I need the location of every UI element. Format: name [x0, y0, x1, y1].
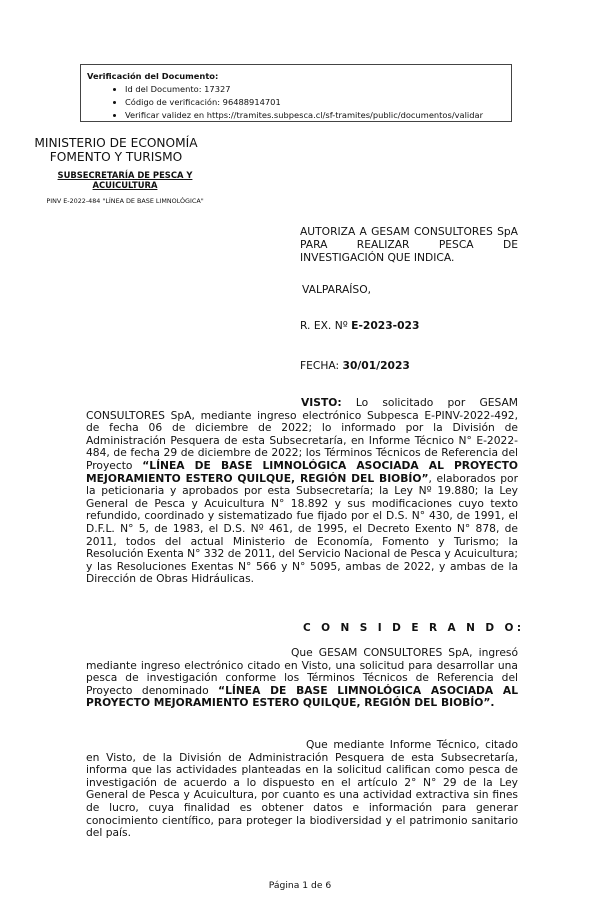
considerando-paragraph-1 [86, 647, 518, 710]
verification-id: • Id del Documento: 17327 [125, 83, 505, 96]
verification-code: • Código de verificación: 96488914701 [125, 96, 505, 109]
verification-title: Verificación del Documento: [87, 71, 219, 81]
considerando-1-project: “LÍNEA DE BASE LIMNOLÓGICA ASOCIADA AL PROYECTO MEJORAMIENTO ESTERO QUILQUE, REGIÓN DEL BIOBÍO”. [86, 683, 518, 710]
visto-text-b: , elaborados por la peticionaria y aprobados por esta Subsecretaría; la Ley Nº 19.880; la Ley General de Pesca y Acuicultura N° 18.892 y sus modificaciones cuyo texto refundido, coordinado y sistematizado fue fijado por el D.S. N° 430, de 1991, el D.F.L. N° 5, de 1983, el D.S. Nº 461, de 1995, el Decreto Exento N° 878, de 2011, todos del actual Ministerio de Economía, Fomento y Turismo; la Resolución Exenta N° 332 de 2011, del Servicio Nacional de Pesca y Acuicultura; y las Resoluciones Exentas N° 566 y N° 5095, ambas de 2022, y ambas de la Dirección de Obras Hidráulicas. [86, 471, 518, 586]
verification-url[interactable]: • Verificar validez en https://tramites.subpesca.cl/sf-tramites/public/documentos/validar [125, 109, 505, 122]
resolution-summary: AUTORIZA A GESAM CONSULTORES SpA PARA REALIZAR PESCA DE INVESTIGACIÓN QUE INDICA. [300, 225, 518, 264]
visto-paragraph [86, 397, 518, 586]
verification-box [80, 64, 512, 122]
subsecretaria-name: SUBSECRETARÍA DE PESCA Y ACUICULTURA [57, 170, 193, 190]
page-number: Página 1 de 6 [268, 880, 332, 891]
resolution-date [300, 359, 410, 372]
considerando-heading: C O N S I D E R A N D O: [303, 622, 525, 634]
visto-label: VISTO: [301, 396, 342, 409]
fecha-label: FECHA: [300, 359, 340, 372]
considerando-1-text: Que GESAM CONSULTORES SpA, ingresó mediante ingreso electrónico citado en Visto, una solicitud para desarrollar una pesca de investigación conforme los Términos Técnicos de Referencia del Proyecto denominado [86, 646, 518, 697]
fecha-value: 30/01/2023 [342, 359, 410, 372]
ministry-line-1: MINISTERIO DE ECONOMÍA [34, 136, 198, 150]
ministry-name [22, 136, 210, 164]
considerando-paragraph-2: Que mediante Informe Técnico, citado en Visto, de la División de Administración Pesquera de esta Subsecretaría, informa que las actividades planteadas en la solicitud califican como pesca de investigación de acuerdo a lo dispuesto en el artículo 2° N° 29 de la Ley General de Pesca y Acuicultura, por cuanto es una actividad extractiva sin fines de lucro, cuya finalidad es obtener datos e información para generar conocimiento científico, para proteger la biodiversidad y el patrimonio sanitario del país. [86, 738, 518, 840]
resolution-number [300, 319, 419, 332]
document-reference: PINV E-2022-484 "LÍNEA DE BASE LIMNOLÓGICA" [46, 197, 204, 205]
visto-project: “LÍNEA DE BASE LIMNOLÓGICA ASOCIADA AL PROYECTO MEJORAMIENTO ESTERO QUILQUE, REGIÓN DEL BIOBÍO” [86, 458, 519, 485]
visto-text-a: Lo solicitado por GESAM CONSULTORES SpA, mediante ingreso electrónico Subpesca E-PINV-2022-492, de fecha 06 de diciembre de 2022; lo informado por la División de Administración Pesquera de esta Subsecretaría, en Informe Técnico N° E-2022-484, de fecha 29 de diciembre de 2022; los Términos Técnicos de Referencia del Proyecto [86, 396, 518, 472]
rex-label: R. EX. Nº [300, 319, 348, 332]
verification-list [87, 83, 505, 122]
resolution-place: VALPARAÍSO, [302, 283, 372, 296]
ministry-line-2: FOMENTO Y TURISMO [49, 150, 183, 164]
rex-value: E-2023-023 [351, 319, 420, 332]
